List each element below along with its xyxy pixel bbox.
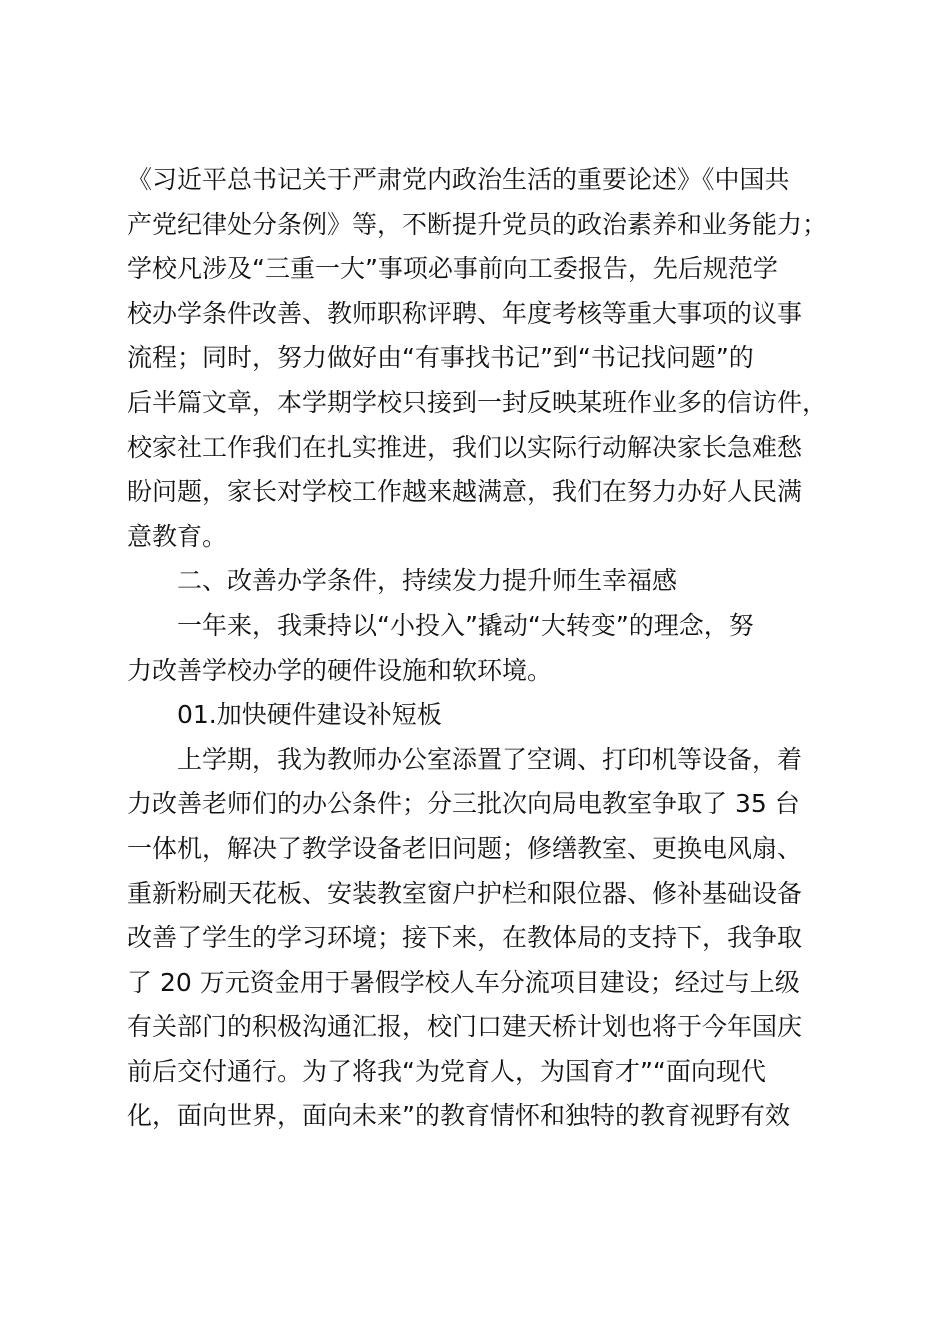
text-line: 上学期，我为教师办公室添置了空调、打印机等设备，着 [177, 744, 803, 774]
text-line: 改善了学生的学习环境；接下来，在教体局的支持下，我争取 [127, 923, 803, 953]
text-line: 产党纪律处分条例》等，不断提升党员的政治素养和业务能力； [127, 209, 828, 239]
text-line: 一体机，解决了教学设备老旧问题；修缮教室、更换电风扇、 [127, 833, 803, 863]
text-line: 有关部门的积极沟通汇报，校门口建天桥计划也将于今年国庆 [127, 1012, 803, 1042]
heading-line: 01.加快硬件建设补短板 [177, 700, 442, 730]
document-body [127, 158, 832, 1139]
paragraph-5 [127, 738, 832, 1139]
heading-line: 二、改善办学条件，持续发力提升师生幸福感 [177, 566, 678, 596]
text-line: 化，面向世界，面向未来”的教育情怀和独特的教育视野有效 [127, 1101, 790, 1131]
text-line: 流程；同时，努力做好由“有事找书记”到“书记找问题”的 [127, 343, 754, 373]
text-line: 前后交付通行。为了将我“为党育人，为国育才”“面向现代 [127, 1056, 766, 1086]
text-line: 校办学条件改善、教师职称评聘、年度考核等重大事项的议事 [127, 298, 803, 328]
subsection-heading-01 [127, 693, 832, 738]
text-line: 了 20 万元资金用于暑假学校人车分流项目建设；经过与上级 [127, 967, 800, 997]
text-line: 力改善老师们的办公条件；分三批次向局电教室争取了 35 台 [127, 789, 800, 819]
text-line: 校家社工作我们在扎实推进，我们以实际行动解决家长急难愁 [127, 432, 803, 462]
text-line: 学校凡涉及“三重一大”事项必事前向工委报告，先后规范学 [127, 254, 778, 284]
text-line: 重新粉刷天花板、安装教室窗户护栏和限位器、修补基础设备 [127, 878, 803, 908]
text-line: 盼问题，家长对学校工作越来越满意，我们在努力办好人民满 [127, 477, 803, 507]
text-line: 一年来，我秉持以“小投入”撬动“大转变”的理念，努 [177, 610, 754, 640]
text-line: 意教育。 [127, 521, 228, 551]
paragraph-1 [127, 158, 832, 559]
text-line: 《习近平总书记关于严肃党内政治生活的重要论述》《中国共 [127, 165, 790, 194]
text-line: 力改善学校办学的硬件设施和软环境。 [127, 655, 553, 685]
section-heading-2 [127, 559, 832, 604]
text-line: 后半篇文章，本学期学校只接到一封反映某班作业多的信访件， [127, 387, 828, 417]
paragraph-3 [127, 604, 832, 693]
